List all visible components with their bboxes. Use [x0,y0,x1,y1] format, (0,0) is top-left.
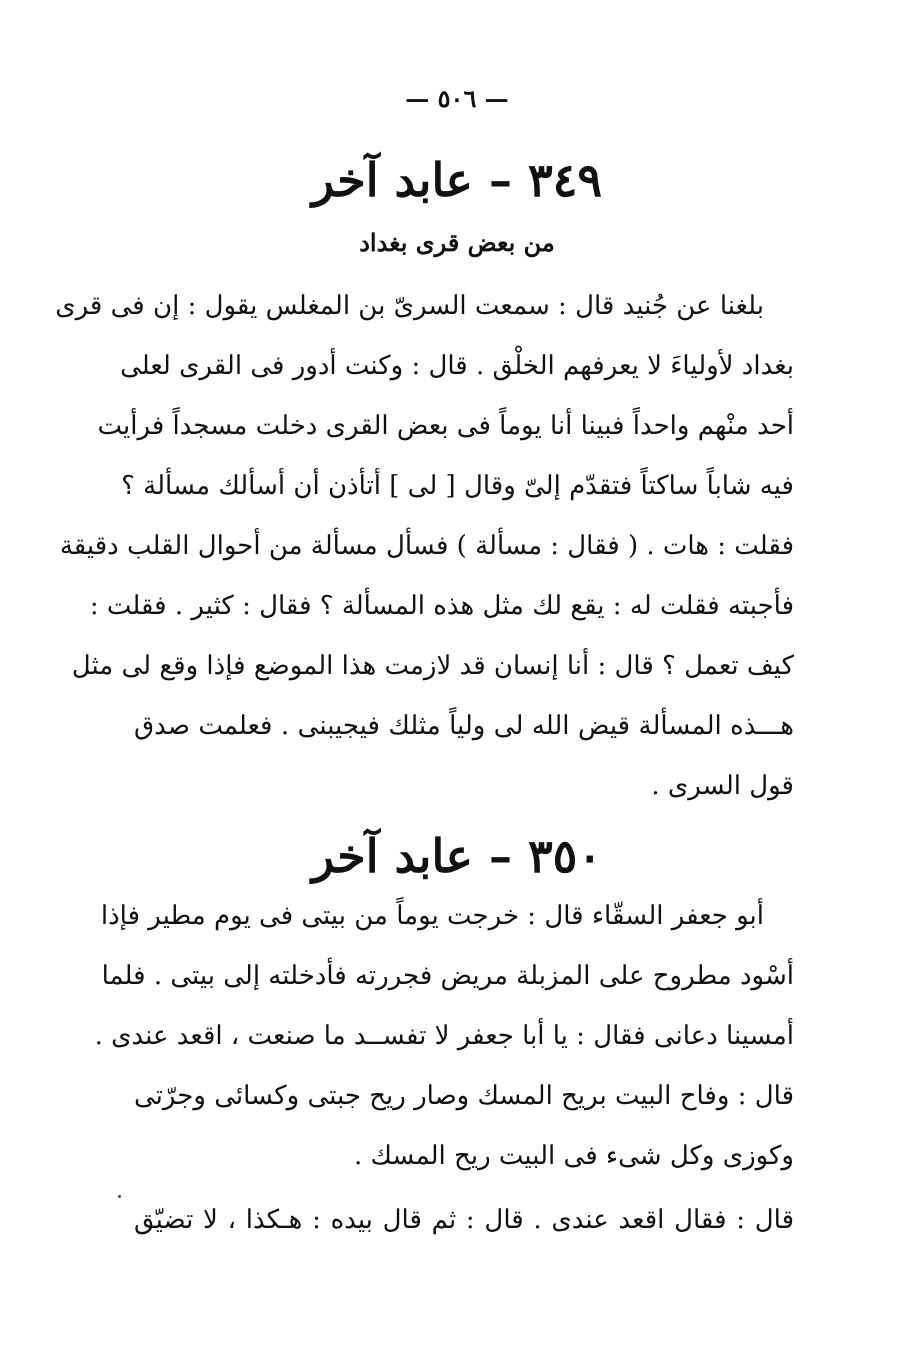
entry-subheading-349: من بعض قرى بغداد [359,228,555,257]
paragraph-line: فأجبته فقلت له : يقع لك مثل هذه المسألة ؟ فقال : كثير . فقلت : [89,591,794,621]
paragraph-line: أسْود مطروح على المزبلة مريض فجررته فأدخلته إلى بيتى . فلما [101,961,794,991]
paragraph-line: فيه شاباً ساكتاً فتقدّم إلىّ وقال [ لى ] أتأذن أن أسألك مسألة ؟ [121,471,794,501]
paragraph-line: أمسينا دعانى فقال : يا أبا جعفر لا تفســد ما صنعت ، اقعد عندى . [94,1021,794,1051]
paragraph-line: كيف تعمل ؟ قال : أنا إنسان قد لازمت هذا الموضع فإذا وقع لى مثل [71,651,794,681]
paragraph-line: فقلت : هات . ( فقال : مسألة ) فسأل مسألة من أحوال القلب دقيقة [59,531,794,561]
print-speck [118,1195,121,1198]
paragraph-line: بلغنا عن جُنيد قال : سمعت السرىّ بن المغلس يقول : إن فى قرى [55,291,764,321]
paragraph-line: أحد منْهم واحداً فبينا أنا يوماً فى بعض القرى دخلت مسجداً فرأيت [97,411,794,441]
paragraph-line: وكوزى وكل شىء فى البيت ريح المسك . [353,1141,794,1171]
entry-heading-350: ٣٥٠ – عابد آخر [311,829,603,883]
paragraph-line: قال : وفاح البيت بريح المسك وصار ريح جبتى وكسائى وجرّتى [134,1081,794,1111]
paragraph-line: بغداد لأولياءَ لا يعرفهم الخلْق . قال : وكنت أدور فى القرى لعلى [120,351,794,381]
paragraph-line: هـــذه المسألة قيض الله لى ولياً مثلك فيجيبنى . فعلمت صدق [134,711,794,741]
page-number: — ٥٠٦ — [405,84,509,113]
entry-heading-349: ٣٤٩ – عابد آخر [311,153,603,207]
paragraph-line: قال : فقال اقعد عندى . قال : ثم قال بيده : هـكذا ، لا تضيّق [134,1205,794,1235]
paragraph-line: أبو جعفر السقّاء قال : خرجت يوماً من بيتى فى يوم مطير فإذا [100,901,764,931]
paragraph-line: قول السرى . [651,771,794,801]
